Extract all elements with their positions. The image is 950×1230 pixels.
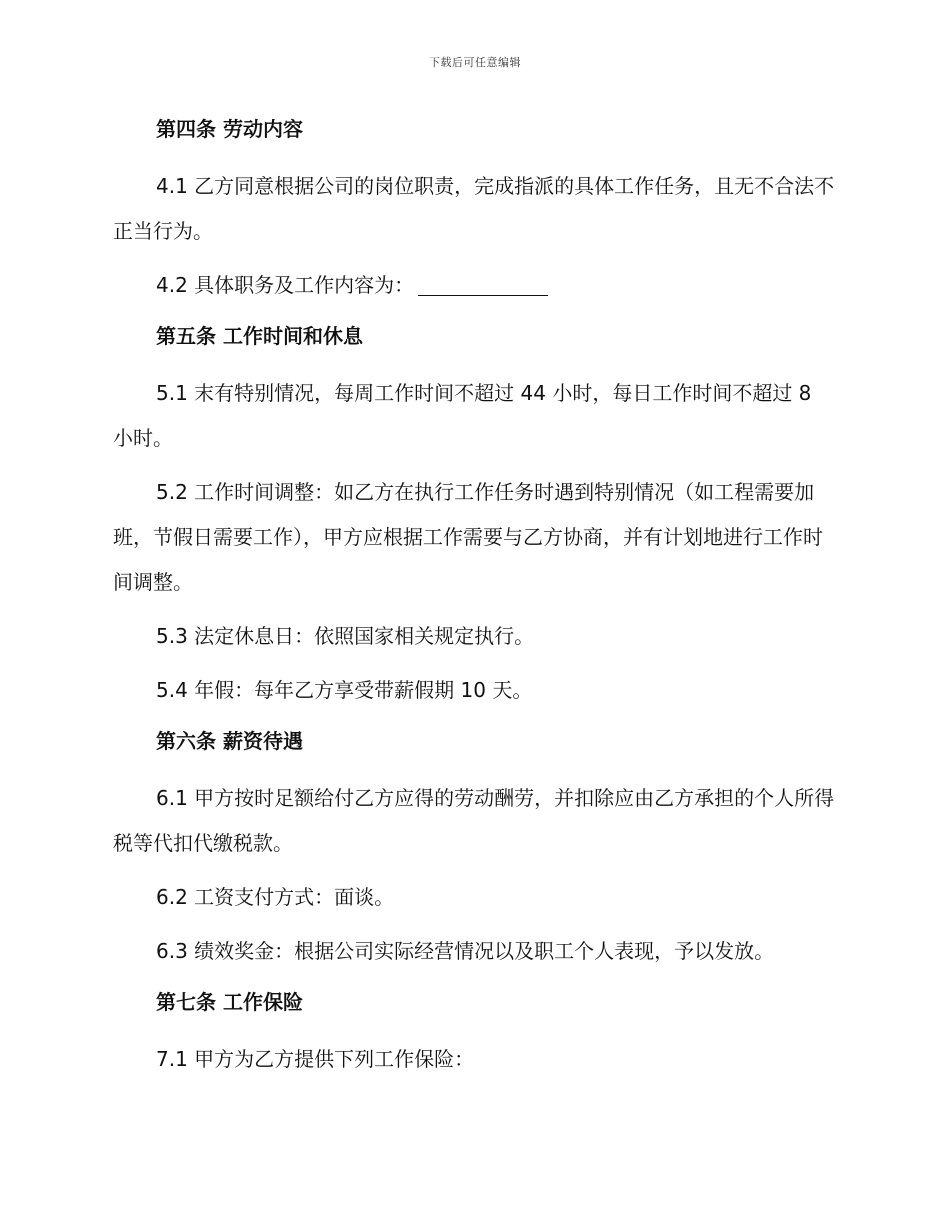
- clause-5-3: 5.3 法定休息日：依照国家相关规定执行。: [156, 624, 535, 648]
- section-heading: 第六条 薪资待遇: [156, 729, 303, 753]
- clause-4-2-text: 4.2 具体职务及工作内容为：: [156, 273, 415, 297]
- section-article-5: [113, 317, 837, 713]
- section-article-6: [113, 722, 837, 974]
- clause-7-1: 7.1 甲方为乙方提供下列工作保险：: [156, 1047, 475, 1071]
- header-note: 下载后可任意编辑: [429, 56, 521, 69]
- section-article-4: [113, 110, 837, 308]
- clause-6-2: 6.2 工资支付方式：面谈。: [156, 885, 395, 909]
- clause-4-2: [113, 263, 837, 308]
- fill-in-blank: [418, 273, 548, 296]
- clause-5-2: 5.2 工作时间调整：如乙方在执行工作任务时遇到特别情况（如工程需要加班，节假日需要工作），甲方应根据工作需要与乙方协商，并有计划地进行工作时间调整。: [113, 480, 823, 594]
- clause-6-3: 6.3 绩效奖金：根据公司实际经营情况以及职工个人表现，予以发放。: [156, 939, 775, 963]
- document-body: [113, 110, 837, 1091]
- clause-5-4: 5.4 年假：每年乙方享受带薪假期 10 天。: [156, 678, 533, 702]
- section-heading: 第四条 劳动内容: [156, 117, 303, 141]
- section-article-7: [113, 983, 837, 1082]
- section-heading: 第七条 工作保险: [156, 990, 303, 1014]
- clause-6-1: 6.1 甲方按时足额给付乙方应得的劳动酬劳，并扣除应由乙方承担的个人所得税等代扣代缴税款。: [113, 786, 835, 855]
- clause-5-1: 5.1 末有特别情况，每周工作时间不超过 44 小时，每日工作时间不超过 8 小时。: [113, 381, 812, 450]
- clause-4-1: 4.1 乙方同意根据公司的岗位职责，完成指派的具体工作任务，且无不合法不正当行为。: [113, 174, 835, 243]
- section-heading: 第五条 工作时间和休息: [156, 324, 363, 348]
